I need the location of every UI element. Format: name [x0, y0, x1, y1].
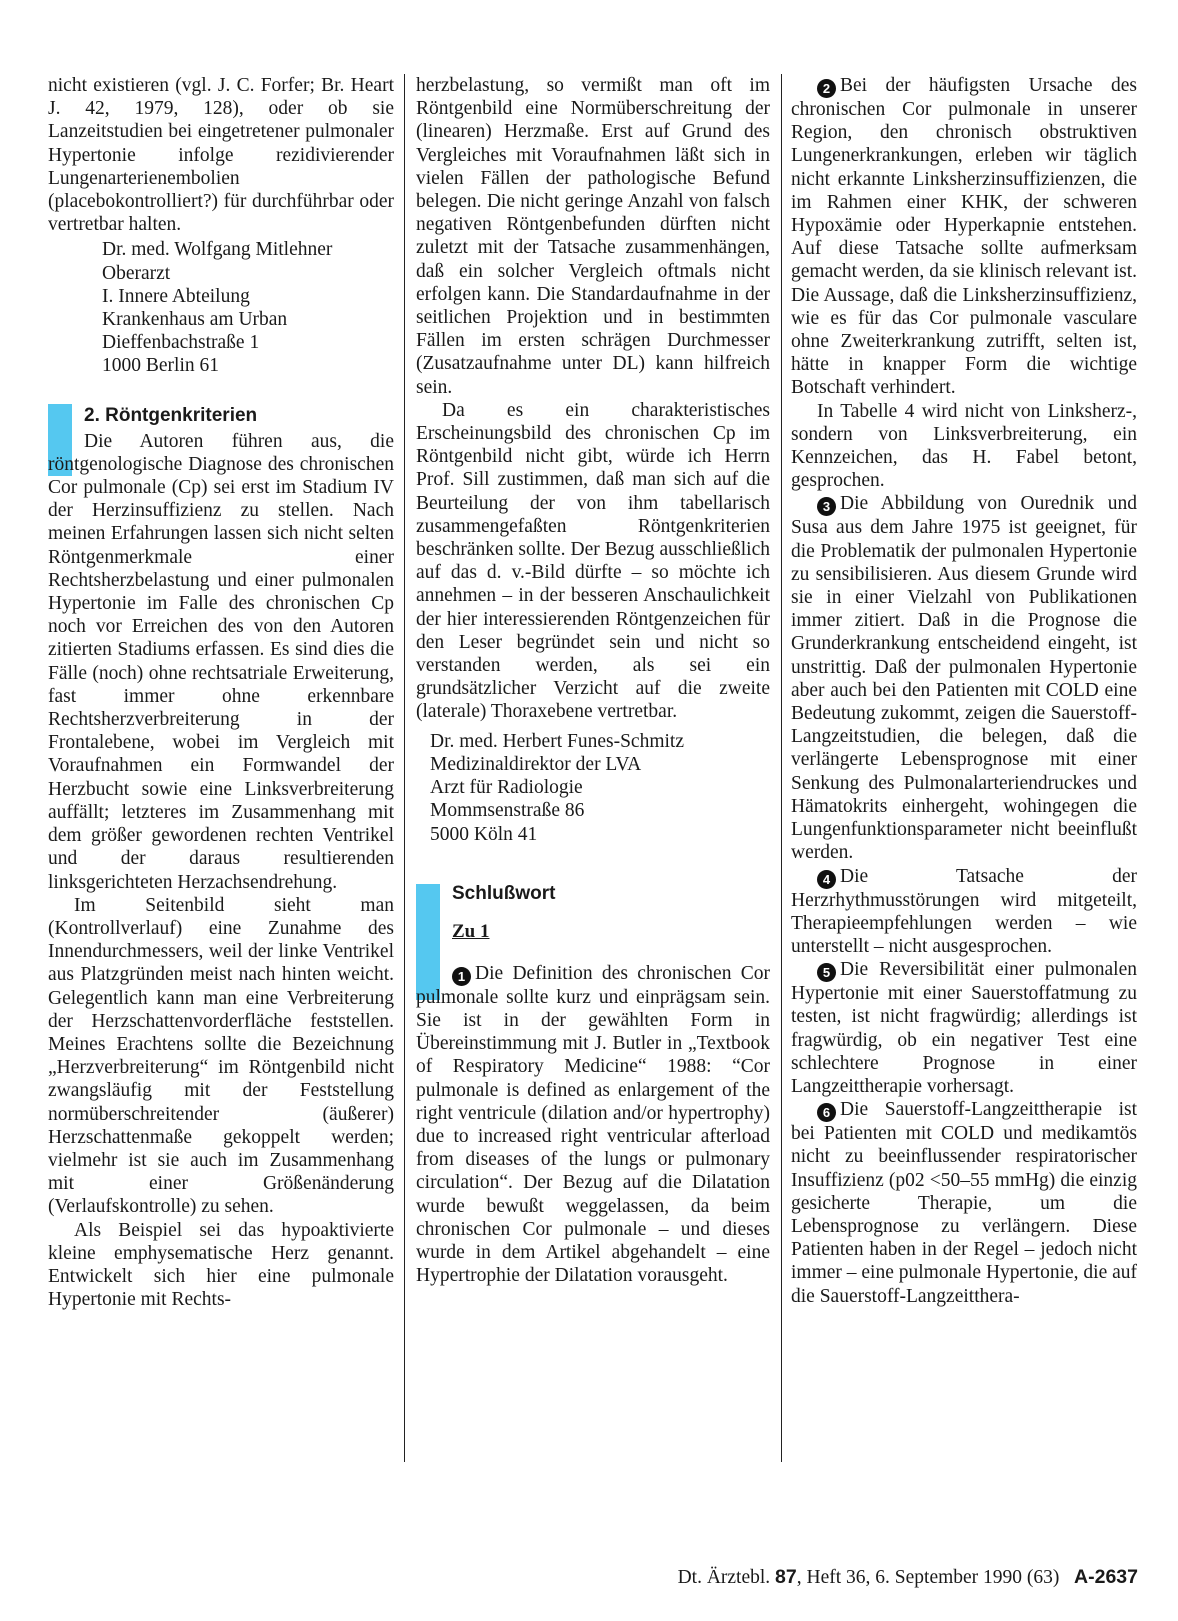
column-rule-left	[404, 74, 405, 1462]
signature-funes-schmitz	[416, 730, 770, 846]
paragraph	[791, 958, 1137, 1098]
paragraph: herzbelastung, so vermißt man oft im Röntgenbild eine Normüberschreitung der (linearen) Herzmaße. Erst auf Grund des Vergleiches mit Voraufnahmen läßt sich in vielen Fällen der pathologische Befund belegen. Die nicht geringe Anzahl von falsch negativen Röntgenbefunden dürften nicht zuletzt mit der Tatsache zusammenhängen, daß ein solcher Vergleich oftmals nicht erfolgen kann. Die Standardaufnahme in der seitlichen Projektion und in bestimmten Fällen im ersten schrägen Durchmesser (Zusatzaufnahme unter DL) kann hilfreich sein.	[416, 75, 770, 398]
number-1-icon: 1	[452, 967, 471, 986]
column-rule-right	[781, 74, 782, 1462]
footer-page-number: A-2637	[1074, 1566, 1138, 1588]
footer-issue: , Heft 36, 6. September 1990 (63)	[796, 1567, 1060, 1588]
footer-volume: 87	[775, 1566, 797, 1588]
paragraph-text: Die Reversibilität einer pulmonalen Hypertonie mit einer Sauerstoffatmung zu testen, ist nicht fragwürdig; allerdings ist fragwürdig, ob ein negativer Test eine schlechtere Prognose in einer Langzeittherapie vorhersagt.	[791, 959, 1137, 1097]
subheading-zu-1: Zu 1	[452, 920, 490, 942]
paragraph-text: Die Sauerstoff-Langzeittherapie ist bei Patienten mit COLD und medikamtös nicht zu beeinflussender respiratorischer Insuffizienz (p02 <50–55 mmHg) die einzig gesicherte Therapie, um die Lebensprognose zu verlängern. Diese Patienten haben in der Regel – jedoch nicht immer – eine pulmonale Hypertonie, die auf die Sauerstoff-Langzeitthera-	[791, 1099, 1138, 1307]
column-2	[416, 74, 770, 1287]
paragraph	[791, 865, 1137, 959]
number-3-icon: 3	[817, 497, 836, 516]
signature-line: Oberarzt	[102, 262, 171, 284]
paragraph-text: Die Abbildung von Ourednik und Susa aus dem Jahre 1975 ist geeignet, für die Problematik der pulmonalen Hypertonie zu sensibilisieren. Aus diesem Grunde wird sie in einer Vielzahl von Publikationen immer zitiert. Daß in die Prognose die Grunderkrankung entscheidend eingeht, ist unstrittig. Daß der pulmonalen Hypertonie aber auch bei den Patienten mit COLD eine Bedeutung zukommt, zeigen die Sauerstoff-Langzeitstudien, die belegen, daß die verlängerte Lebensprognose mit einer Senkung des Pulmonalarteriendruckes und Hämatokrits einhergeht, wohingegen die Lungenfunktionsparameter nicht beeinflußt werden.	[791, 493, 1137, 864]
paragraph	[791, 1098, 1137, 1308]
footer-journal: Dt. Ärztebl.	[677, 1567, 771, 1588]
number-2-icon: 2	[817, 79, 836, 98]
number-6-icon: 6	[817, 1103, 836, 1122]
paragraph-text: Die Definition des chronischen Cor pulmonale sollte kurz und einprägsam sein. Sie ist in der gewählten Form in Übereinstimmung mit J. Butler in „Textbook of Respiratory Medicine“ 1988: “Cor pulmonale is defined as enlargement of the right ventricule (dilation and/or hypertrophy) due to increased right ventricular afterload from diseases of the lungs or pulmonary circulation“. Der Bezug auf die Dilatation wurde bewußt weggelassen, da beim chronischen Cor pulmonale – und dieses wurde in dem Artikel abgehandelt – eine Hypertrophie der Dilatation vorausgeht.	[416, 962, 770, 1287]
signature-line: Krankenhaus am Urban	[102, 309, 288, 331]
column-3	[791, 74, 1137, 1308]
paragraph	[791, 74, 1137, 400]
paragraph: Als Beispiel sei das hypoaktivierte kleine emphysematische Herz genannt. Entwickelt sich hier eine pulmonale Hypertonie mit Rechts-	[48, 1219, 394, 1311]
signature-mitlehner	[48, 238, 394, 377]
signature-line: Dr. med. Herbert Funes-Schmitz	[430, 730, 684, 752]
paragraph	[791, 492, 1137, 864]
section-heading: 2. Röntgenkriterien	[84, 404, 258, 426]
paragraph: In Tabelle 4 wird nicht von Linksherz-, sondern von Linksverbreiterung, ein Kennzeichen, das H. Fabel betont, gesprochen.	[791, 400, 1137, 492]
paragraph-text: Die Tatsache der Herzrhythmusstörungen wird mitgeteilt, Therapieempfehlungen werden – wie unterstellt – nicht ausgesprochen.	[791, 865, 1137, 957]
signature-line: Medizinaldirektor der LVA	[430, 753, 642, 775]
paragraph: Die Autoren führen aus, die röntgenologische Diagnose des chronischen Cor pulmonale (Cp) sei erst im Stadium IV der Herzinsuffizienz zu stellen. Nach meinen Erfahrungen lassen sich nicht selten Röntgenmerkmale einer Rechtsherzbelastung und einer pulmonalen Hypertonie im Falle des chronischen Cp noch vor Erreichen des von den Autoren zitierten Stadiums erfassen. Es sind dies die Fälle (noch) ohne rechtsatriale Erweiterung, fast immer ohne erkennbare Rechtsherzverbreiterung in der Frontalebene, wobei im Vergleich mit Voraufnahmen ein Formwandel der Herzbucht sowie eine Linksverbreiterung auffällt; letzteres im Zusammenhang mit dem größer gewordenen rechten Ventrikel und der daraus resultierenden linksgerichteten Herzachsendrehung.	[48, 430, 394, 893]
column-1	[48, 74, 394, 1311]
paragraph-intro: nicht existieren (vgl. J. C. Forfer; Br. Heart J. 42, 1979, 128), oder ob sie Lanzeitstudien bei eingetretener pulmonaler Hypertonie infolge rezidivierender Lungenarterienembolien (placebokontrolliert?) für durchführbar oder vertretbar halten.	[48, 75, 394, 236]
signature-line: Dieffenbachstraße 1	[102, 332, 260, 354]
paragraph: Da es ein charakteristisches Erscheinungsbild des chronischen Cp im Röntgenbild nicht gibt, würde ich Herrn Prof. Sill zustimmen, daß man sich auf die Beurteilung der von ihm tabellarisch zusammengefaßten Röntgenkriterien beschränken sollte. Der Bezug ausschließlich auf das d. v.-Bild dürfte – so möchte ich annehmen – in der besseren Anschaulichkeit der hier interessierenden Röntgenzeichen für den Leser begründet sein und nicht so verstanden werden, als sei ein grundsätzlicher Verzicht auf die zweite (laterale) Thoraxebene vertretbar.	[416, 399, 770, 723]
paragraph: Im Seitenbild sieht man (Kontrollverlauf) eine Zunahme des Innendurchmessers, weil der linke Ventrikel aus Platzgründen meist nach hinten weicht. Gelegentlich kann man eine Verbreiterung der Herzschattenvorderfläche feststellen. Meines Erachtens sollte die Bezeichnung „Herzverbreiterung“ im Röntgenbild nicht zwangsläufig mit der Feststellung normüberschreitender (äußerer) Herzschattenmaße gekoppelt werden; vielmehr ist sie auch im Zusammenhang mit einer Größenänderung (Verlaufskontrolle) zu sehen.	[48, 894, 394, 1218]
signature-line: Dr. med. Wolfgang Mitlehner	[102, 239, 333, 261]
signature-line: 1000 Berlin 61	[102, 355, 219, 377]
number-5-icon: 5	[817, 963, 836, 982]
signature-line: Arzt für Radiologie	[430, 777, 583, 799]
signature-line: I. Innere Abteilung	[102, 285, 250, 307]
section-heading-schlusswort: Schlußwort	[452, 882, 556, 904]
paragraph-text: Bei der häufigsten Ursache des chronischen Cor pulmonale in unserer Region, den chronisch obstruktiven Lungenerkrankungen, erleben wir täglich nicht erkannte Linksherzinsuffizienzen, die im Rahmen einer KHK, der schweren Hypoxämie oder Hyperkapnie entstehen. Auf diese Tatsache sollte aufmerksam gemacht werden, da sie klinisch relevant ist. Die Aussage, daß die Linksherzinsuffizienz, wie es für das Cor pulmonale vasculare ohne Zweiterkrankung zutrifft, selten ist, hätte in knapper Form die wichtige Botschaft verhindert.	[791, 75, 1137, 399]
signature-line: 5000 Köln 41	[430, 823, 538, 845]
heading-accent-bar	[416, 884, 440, 1000]
number-4-icon: 4	[817, 870, 836, 889]
signature-line: Mommsenstraße 86	[430, 800, 585, 822]
paragraph	[416, 962, 770, 1288]
page-footer	[530, 1566, 1138, 1589]
